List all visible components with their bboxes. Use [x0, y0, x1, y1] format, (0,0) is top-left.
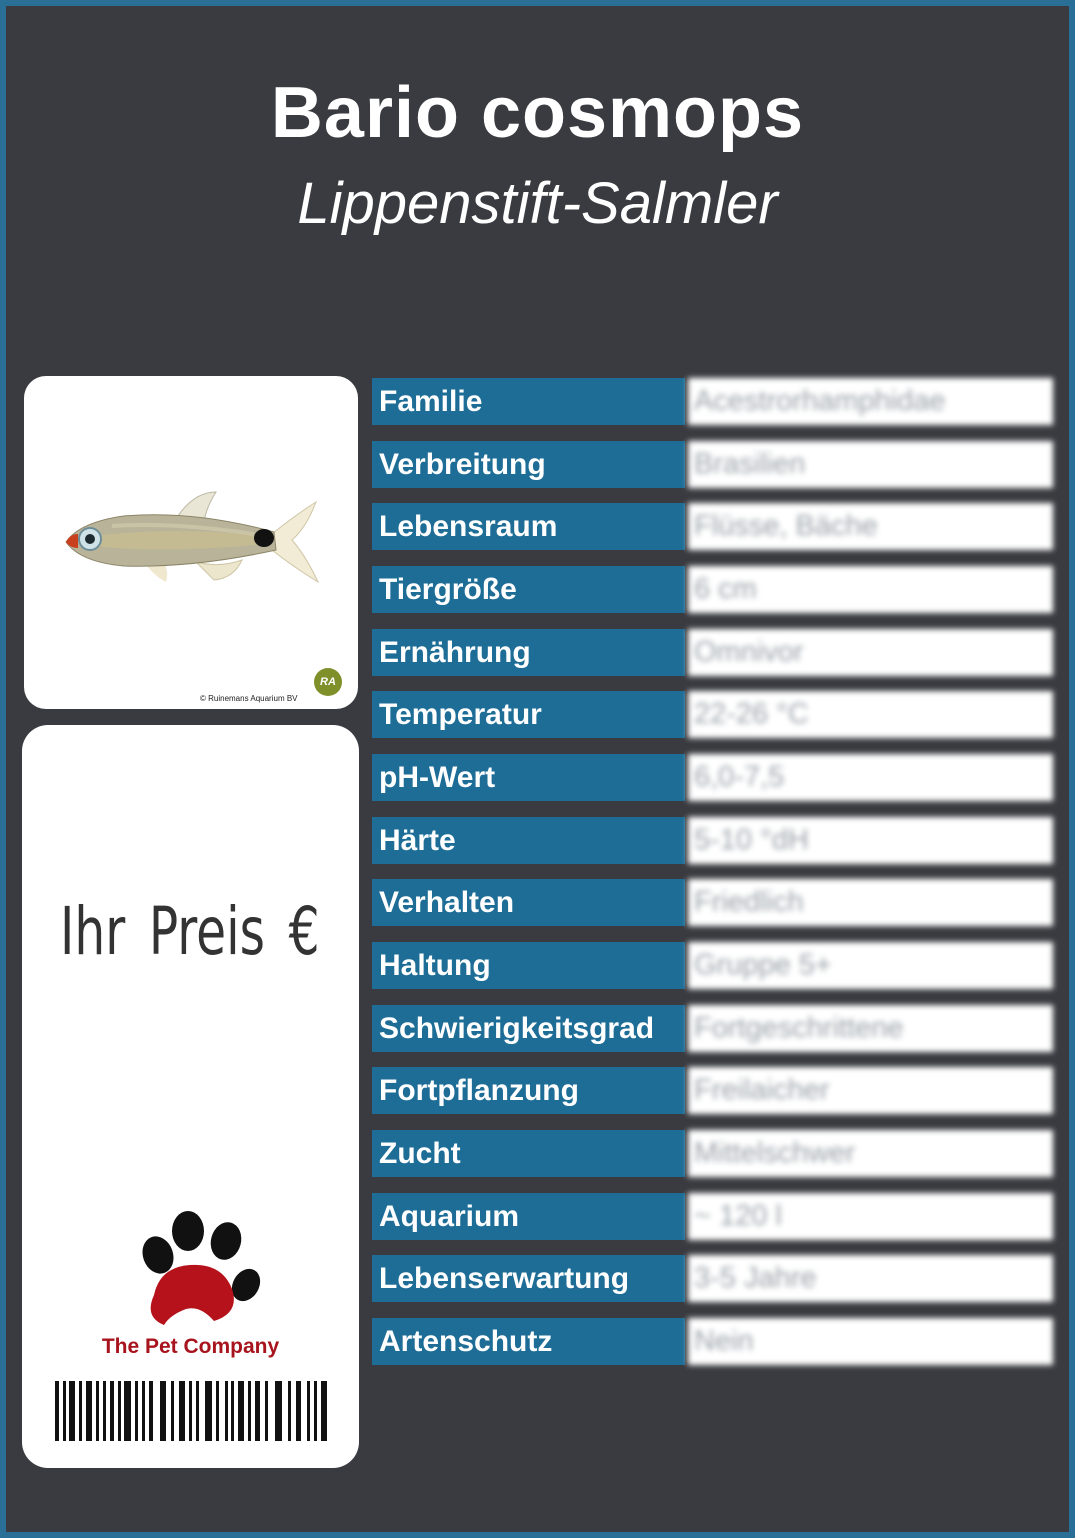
photo-panel [24, 376, 358, 709]
fact-value: 5-10 °dH [688, 817, 1053, 864]
fact-value: Gruppe 5+ [688, 942, 1053, 989]
fact-row [372, 378, 1053, 425]
fact-value: 22-26 °C [688, 691, 1053, 738]
fact-label: Härte [372, 817, 685, 864]
fact-row [372, 1005, 1053, 1052]
brand-name: The Pet Company [101, 1335, 280, 1358]
ra-logo-icon: RA [314, 668, 342, 696]
fact-label: Haltung [372, 942, 685, 989]
fact-label: Artenschutz [372, 1318, 685, 1365]
fact-label: pH-Wert [372, 754, 685, 801]
fact-value: ~ 120 l [688, 1193, 1053, 1240]
fact-row [372, 817, 1053, 864]
fact-row [372, 1255, 1053, 1302]
paw-logo-icon [130, 1205, 270, 1335]
fact-label: Aquarium [372, 1193, 685, 1240]
fact-row [372, 879, 1053, 926]
species-title: Bario cosmops [270, 73, 805, 153]
fact-row [372, 1130, 1053, 1177]
price-label: Ihr Preis € [60, 893, 320, 970]
fact-label: Tiergröße [372, 566, 685, 613]
barcode-icon [55, 1377, 333, 1443]
fact-value: Mittelschwer [688, 1130, 1053, 1177]
fact-value: Acestrorhamphidae [688, 378, 1053, 425]
fact-row [372, 754, 1053, 801]
fact-row [372, 629, 1053, 676]
fact-row [372, 691, 1053, 738]
fact-row [372, 1193, 1053, 1240]
fact-value: Fortgeschrittene [688, 1005, 1053, 1052]
fact-label: Verbreitung [372, 441, 685, 488]
fact-value: 6,0-7,5 [688, 754, 1053, 801]
common-name: Lippenstift-Salmler [297, 171, 778, 236]
fact-label: Temperatur [372, 691, 685, 738]
fact-value: Brasilien [688, 441, 1053, 488]
fact-label: Zucht [372, 1130, 685, 1177]
fact-label: Fortpflanzung [372, 1067, 685, 1114]
fish-photo [24, 376, 358, 709]
fact-value: Friedlich [688, 879, 1053, 926]
fact-row [372, 942, 1053, 989]
fact-row [372, 503, 1053, 550]
fact-row [372, 1067, 1053, 1114]
fact-value: 3-5 Jahre [688, 1255, 1053, 1302]
price-panel [22, 725, 359, 1468]
fact-value: Omnivor [688, 629, 1053, 676]
fact-label: Lebenserwartung [372, 1255, 685, 1302]
fact-row [372, 566, 1053, 613]
fact-value: Nein [688, 1318, 1053, 1365]
fact-value: 6 cm [688, 566, 1053, 613]
fact-row [372, 441, 1053, 488]
fact-row [372, 1318, 1053, 1365]
fact-label: Familie [372, 378, 685, 425]
fact-value: Flüsse, Bäche [688, 503, 1053, 550]
photo-credit: © Ruinemans Aquarium BV [200, 694, 298, 703]
fact-label: Ernährung [372, 629, 685, 676]
fact-label: Lebensraum [372, 503, 685, 550]
fact-value: Freilaicher [688, 1067, 1053, 1114]
fact-label: Verhalten [372, 879, 685, 926]
fact-label: Schwierigkeitsgrad [372, 1005, 685, 1052]
